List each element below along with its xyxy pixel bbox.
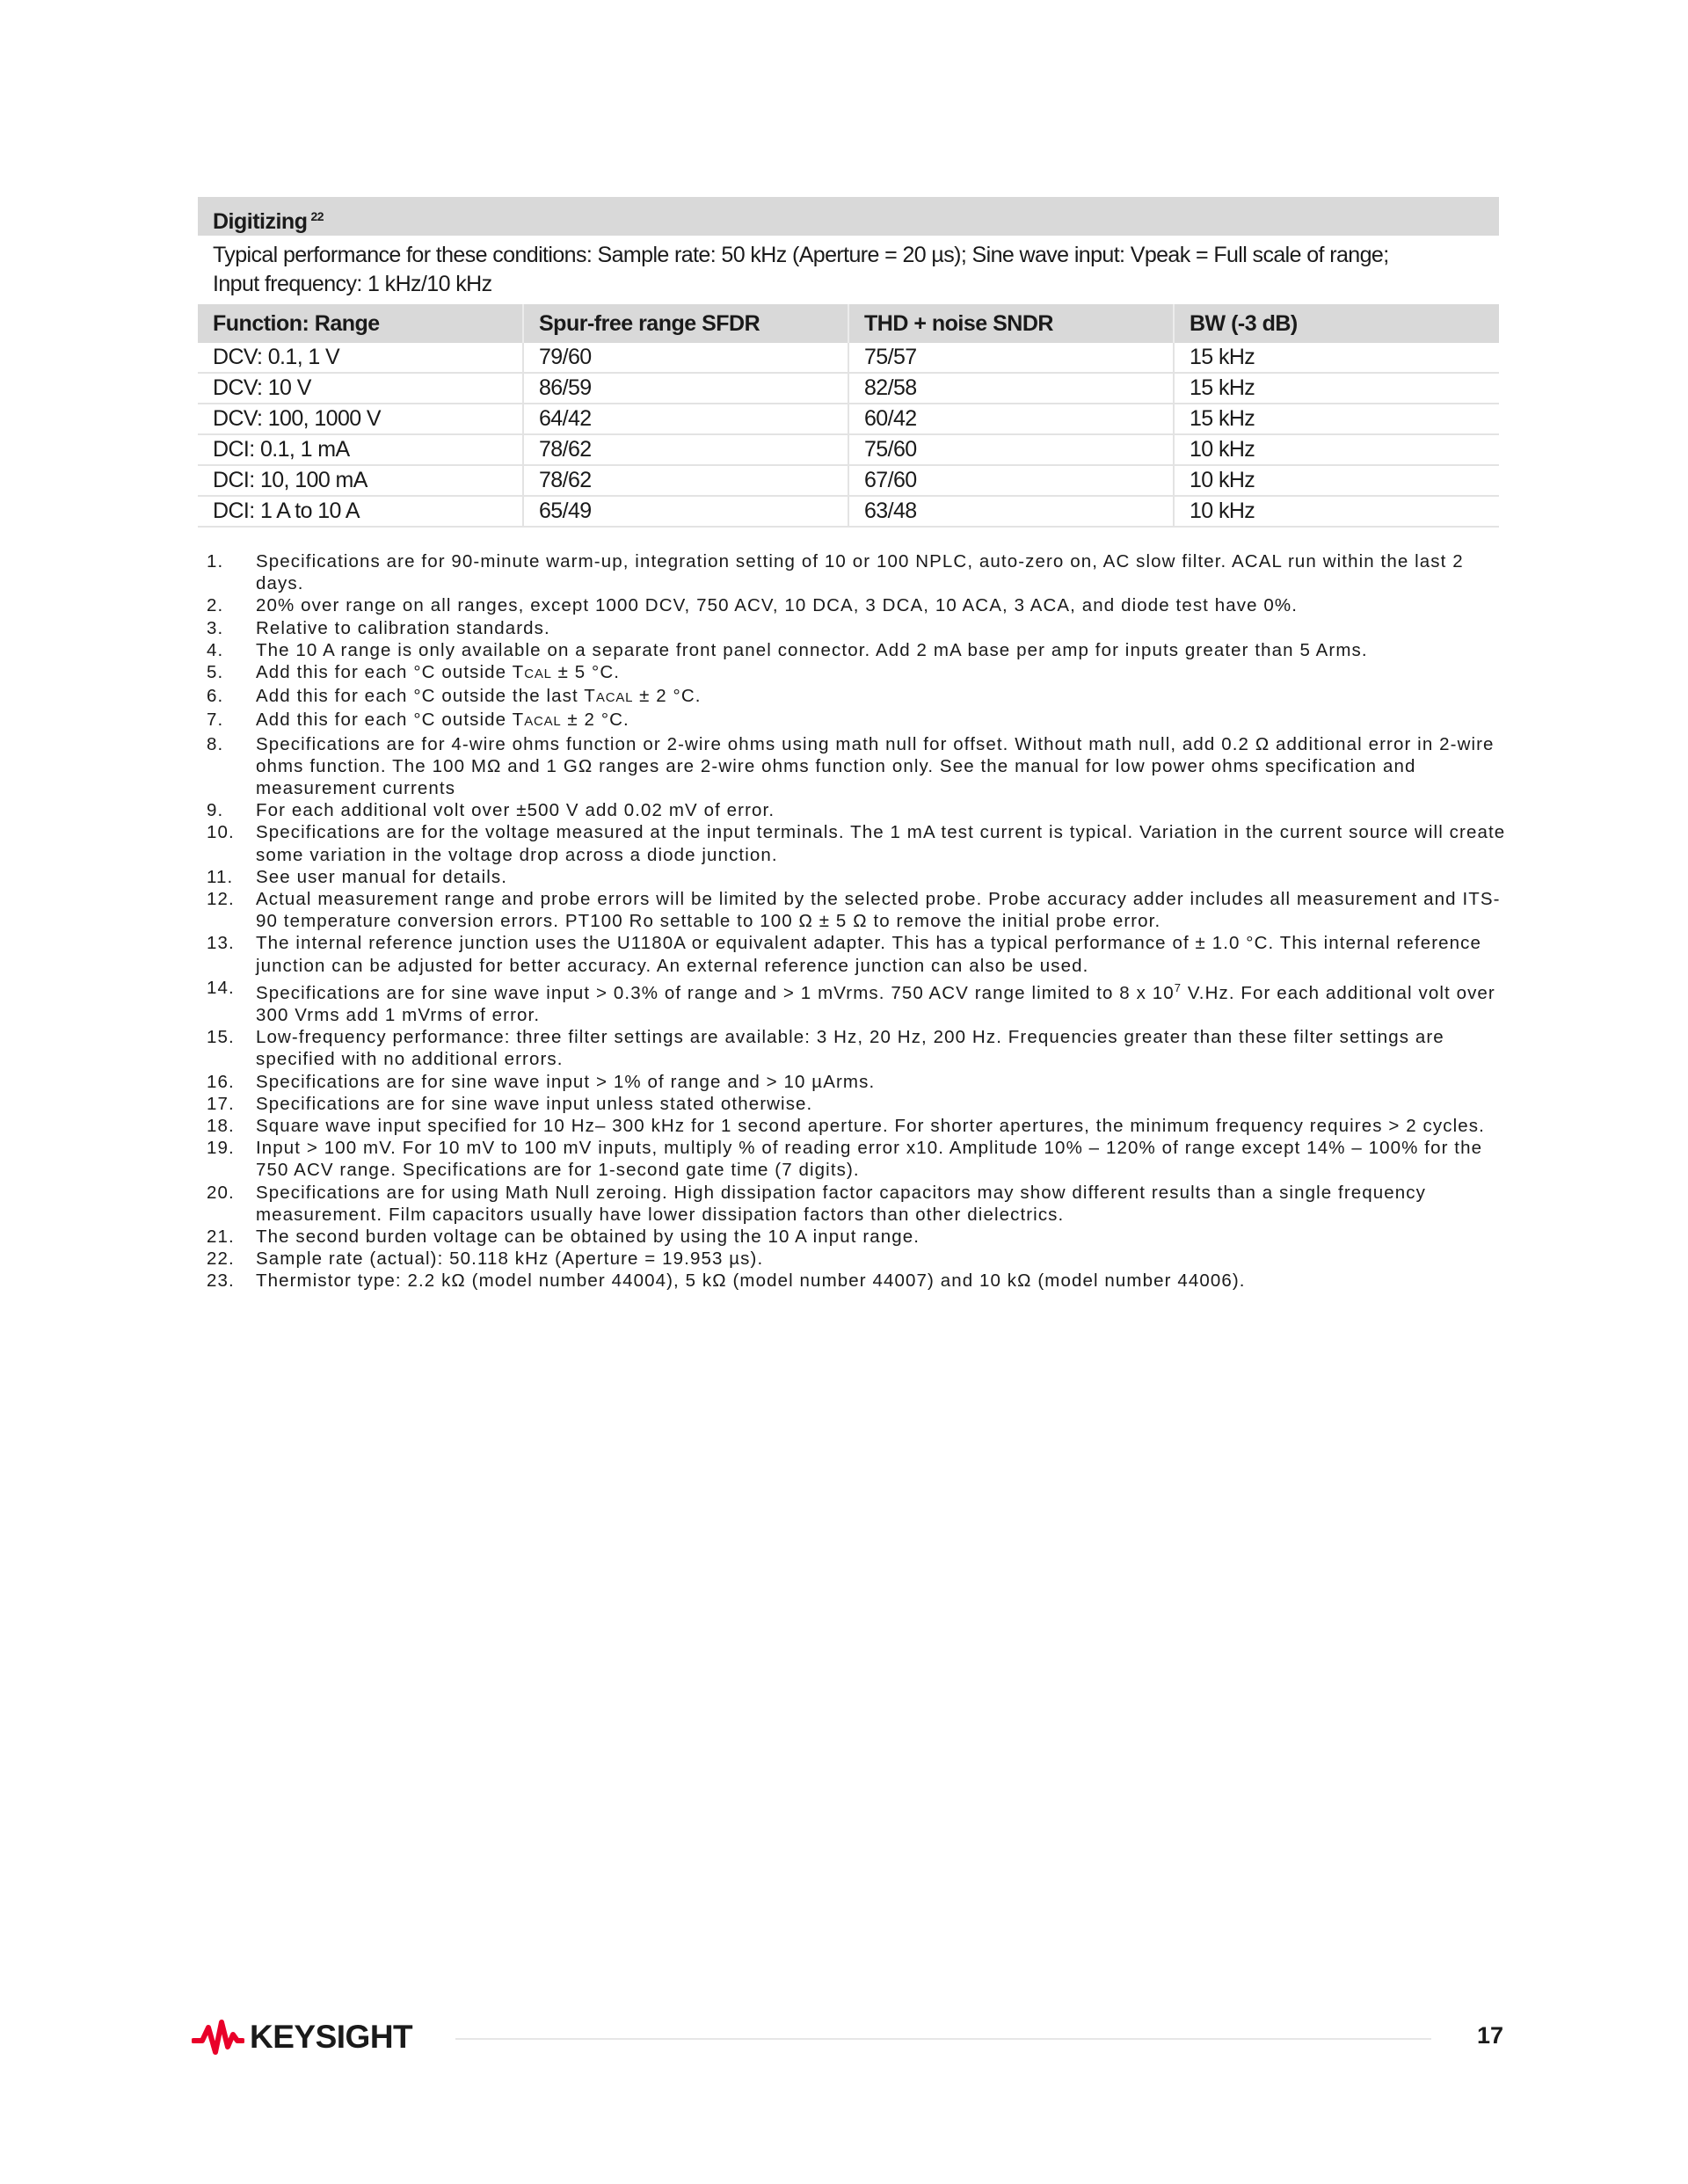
footnote-number: 4. (207, 639, 224, 660)
cell-sndr: 75/60 (848, 434, 1174, 465)
footnote-number: 19. (207, 1138, 235, 1159)
spec-page (198, 197, 1506, 1292)
footnote-number: 2. (207, 595, 224, 616)
footnote-text: The 10 A range is only available on a separate front panel connector. Add 2 mA base per amp for inputs greater than 5 Arms. (256, 639, 1368, 660)
cell-sndr: 82/58 (848, 373, 1174, 404)
footnote-item (198, 977, 1508, 1026)
table-row (198, 343, 1499, 373)
footnote-number: 9. (207, 800, 224, 821)
footer-divider (455, 2038, 1431, 2040)
footnote-text: Specifications are for 4-wire ohms function or 2-wire ohms using math null for offset. Without math null, add 0.2 Ω additional error in 2-wire ohms function. The 100 MΩ and 1 GΩ ranges are 2-wire ohms function only. See the manual for low power ohms specification and measurement currents (256, 733, 1495, 799)
description-line-1: Typical performance for these conditions: Sample rate: 50 kHz (Aperture = 20 µs); Sine wave input: Vpeak = Full scale of range; (213, 243, 1389, 267)
footnote-text: Specifications are for using Math Null zeroing. High dissipation factor capacitors may show different results than a single frequency measurement. Film capacitors usually have lower dissipation factors than other dielectrics. (256, 1182, 1426, 1225)
cell-function: DCV: 10 V (198, 373, 523, 404)
header-sfdr: Spur-free range SFDR (523, 304, 848, 343)
logo-wordmark: KEYSIGHT (250, 2019, 413, 2055)
footnote-number: 15. (207, 1027, 235, 1048)
footnote-number: 12. (207, 889, 235, 910)
cell-sndr: 67/60 (848, 465, 1174, 496)
footnote-text: Low-frequency performance: three filter settings are available: 3 Hz, 20 Hz, 200 Hz. Frequencies greater than these filter settings are specified with no additional errors. (256, 1027, 1444, 1070)
section-description (198, 236, 1499, 304)
footnote-item (198, 1226, 1508, 1248)
footnote-text-pre: Specifications are for sine wave input > 0.3% of range and > 1 mVrms. 750 ACV range limited to 8 x 10 (256, 982, 1175, 1003)
section-title-bar (198, 197, 1499, 236)
table-header-row (198, 304, 1499, 343)
cell-bw: 10 kHz (1174, 496, 1499, 527)
footnote-text: For each additional volt over ±500 V add 0.02 mV of error. (256, 800, 775, 821)
footnote-item (198, 799, 1508, 821)
cell-bw: 15 kHz (1174, 404, 1499, 434)
footnote-text: Relative to calibration standards. (256, 617, 550, 638)
footnote-number: 18. (207, 1115, 235, 1136)
header-function-range: Function: Range (198, 304, 523, 343)
footnote-number: 22. (207, 1249, 235, 1270)
footnote-text: Input > 100 mV. For 10 mV to 100 mV inputs, multiply % of reading error x10. Amplitude 10% – 120% of range except 14% – 100% for the 750 ACV range. Specifications are for 1-second gate time (7 digits). (256, 1138, 1483, 1181)
cell-sndr: 60/42 (848, 404, 1174, 434)
footnote-item (198, 888, 1508, 932)
header-bandwidth: BW (-3 dB) (1174, 304, 1499, 343)
cell-sfdr: 64/42 (523, 404, 848, 434)
cell-sfdr: 78/62 (523, 465, 848, 496)
table-row (198, 434, 1499, 465)
cell-bw: 10 kHz (1174, 434, 1499, 465)
cell-function: DCI: 1 A to 10 A (198, 496, 523, 527)
footnote-item (198, 1115, 1508, 1137)
cell-sfdr: 65/49 (523, 496, 848, 527)
footnote-text: Sample rate (actual): 50.118 kHz (Aperture = 19.953 µs). (256, 1249, 764, 1270)
footnote-number: 1. (207, 551, 224, 571)
cell-bw: 15 kHz (1174, 343, 1499, 373)
footnote-item (198, 550, 1508, 594)
footnote-item (198, 1137, 1508, 1181)
footnote-subscript: CAL (524, 666, 552, 682)
footnote-item (198, 733, 1508, 800)
table-row (198, 373, 1499, 404)
footnote-text: Square wave input specified for 10 Hz– 300 kHz for 1 second aperture. For shorter apertures, the minimum frequency requires > 2 cycles. (256, 1115, 1485, 1136)
footnote-text: Specifications are for 90-minute warm-up, integration setting of 10 or 100 NPLC, auto-zero on, AC slow filter. ACAL run within the last 2 days. (256, 551, 1464, 594)
footnote-number: 14. (207, 977, 235, 998)
footnote-item (198, 594, 1508, 616)
footnote-item (198, 1071, 1508, 1093)
footnote-item (198, 1248, 1508, 1270)
cell-function: DCI: 10, 100 mA (198, 465, 523, 496)
footnote-number: 11. (207, 866, 234, 887)
footnote-number: 3. (207, 617, 224, 638)
footnote-subscript: ACAL (595, 690, 634, 706)
footnote-number: 13. (207, 933, 235, 954)
footnote-text: Specifications are for sine wave input unless stated otherwise. (256, 1093, 813, 1114)
footnote-text: 20% over range on all ranges, except 1000 DCV, 750 ACV, 10 DCA, 3 DCA, 10 ACA, 3 ACA, and diode test have 0%. (256, 595, 1299, 616)
footnote-text: See user manual for details. (256, 866, 508, 887)
footnote-number: 20. (207, 1182, 235, 1203)
footnote-text: Actual measurement range and probe errors will be limited by the selected probe. Probe accuracy adder includes all measurement and ITS-90 temperature conversion errors. PT100 Ro settable to 100 Ω ± 5 Ω to remove the initial probe error. (256, 889, 1501, 932)
footnote-subscript: ACAL (524, 714, 562, 730)
footnotes-list (198, 550, 1508, 1292)
cell-function: DCV: 100, 1000 V (198, 404, 523, 434)
table-row (198, 496, 1499, 527)
section-title-footnote-ref: 22 (310, 209, 324, 223)
digitizing-table (198, 304, 1499, 528)
page-number: 17 (1477, 2022, 1504, 2049)
footnote-text-post: ± 2 °C. (561, 710, 629, 731)
footnote-item (198, 1182, 1508, 1226)
footnote-item (198, 709, 1508, 732)
section-title: Digitizing (213, 209, 308, 234)
footnote-text: Specifications are for the voltage measured at the input terminals. The 1 mA test current is typical. Variation in the current source will create some variation in the voltage drop across a diode junction. (256, 822, 1506, 865)
header-sndr: THD + noise SNDR (848, 304, 1174, 343)
keysight-waveform-icon (192, 2017, 244, 2057)
cell-bw: 15 kHz (1174, 373, 1499, 404)
footnote-text-pre: Add this for each °C outside T (256, 662, 525, 683)
footnote-number: 6. (207, 686, 224, 707)
cell-function: DCV: 0.1, 1 V (198, 343, 523, 373)
footnote-item (198, 1093, 1508, 1115)
footnote-number: 21. (207, 1226, 235, 1247)
cell-sndr: 63/48 (848, 496, 1174, 527)
cell-sfdr: 78/62 (523, 434, 848, 465)
footnote-text-post: ± 2 °C. (633, 686, 702, 707)
footnote-item (198, 661, 1508, 685)
cell-bw: 10 kHz (1174, 465, 1499, 496)
cell-sndr: 75/57 (848, 343, 1174, 373)
footnote-text-pre: Add this for each °C outside the last T (256, 686, 596, 707)
table-row (198, 465, 1499, 496)
footnote-item (198, 932, 1508, 976)
footnote-item (198, 639, 1508, 661)
keysight-logo (192, 2017, 412, 2057)
footnote-text: The second burden voltage can be obtained by using the 10 A input range. (256, 1226, 920, 1247)
footnote-item (198, 1270, 1508, 1292)
footnote-item (198, 866, 1508, 888)
footnote-text: The internal reference junction uses the U1180A or equivalent adapter. This has a typical performance of ± 1.0 °C. This internal reference junction can be adjusted for better accuracy. An external reference junction can also be used. (256, 933, 1481, 976)
footnote-item (198, 1026, 1508, 1070)
cell-sfdr: 79/60 (523, 343, 848, 373)
footnote-number: 16. (207, 1071, 235, 1092)
footnote-text: Specifications are for sine wave input > 1% of range and > 10 µArms. (256, 1071, 876, 1092)
footnote-number: 23. (207, 1270, 235, 1292)
footnote-number: 7. (207, 710, 224, 731)
footnote-text-post: ± 5 °C. (551, 662, 621, 683)
footnote-number: 5. (207, 662, 224, 683)
footnote-number: 17. (207, 1093, 235, 1114)
cell-sfdr: 86/59 (523, 373, 848, 404)
cell-function: DCI: 0.1, 1 mA (198, 434, 523, 465)
footnote-item (198, 821, 1508, 865)
footnote-item (198, 617, 1508, 639)
footnote-superscript: 7 (1174, 980, 1182, 994)
footnote-text-pre: Add this for each °C outside T (256, 710, 525, 731)
footnote-number: 8. (207, 733, 224, 754)
footnote-item (198, 685, 1508, 709)
footnote-text: Thermistor type: 2.2 kΩ (model number 44004), 5 kΩ (model number 44007) and 10 kΩ (model number 44006). (256, 1270, 1246, 1292)
table-row (198, 404, 1499, 434)
footnote-text-post: V.Hz. For each additional volt over 300 Vrms add 1 mVrms of error. (256, 982, 1495, 1025)
description-line-2: Input frequency: 1 kHz/10 kHz (213, 272, 492, 296)
footnote-number: 10. (207, 822, 235, 843)
